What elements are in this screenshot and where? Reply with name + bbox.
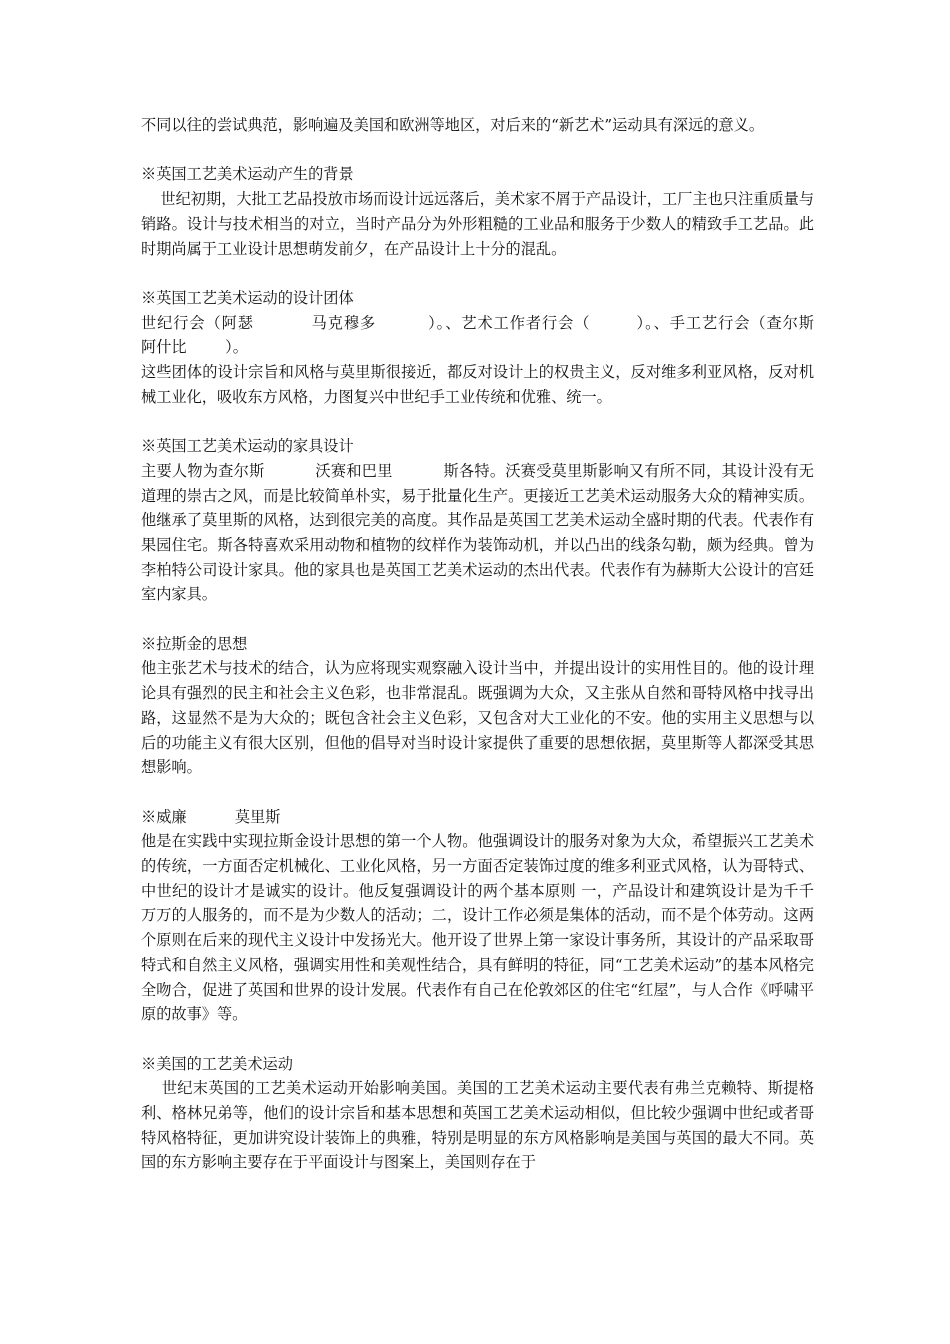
section-heading: ※拉斯金的思想	[141, 634, 248, 653]
document-body	[141, 113, 863, 1175]
lead-paragraph: 不同以往的尝试典范，影响遍及美国和欧洲等地区，对后来的“新艺术”运动具有深远的意义。	[141, 116, 765, 134]
spacer	[141, 607, 814, 632]
section-paragraph: 主要人物为查尔斯 沃赛和巴里 斯各特。沃赛受莫里斯影响又有所不同，其设计没有无道理的崇古之风，而是比较简单朴实，易于批量化生产。更接近工艺美术运动服务大众的精神实质。他继承了莫里斯的风格，达到很完美的高度。其作品是英国工艺美术运动全盛时期的代表。代表作有果园住宅。斯各特喜欢采用动物和植物的纹样作为装饰动机，并以凸出的线条勾勒，颇为经典。曾为李柏特公司设计家具。他的家具也是英国工艺美术运动的杰出代表。代表作有为赫斯大公设计的宫廷室内家具。	[141, 461, 814, 604]
spacer	[141, 1027, 814, 1052]
spacer	[141, 409, 814, 434]
section-ruskin-thought	[141, 632, 814, 780]
section-heading: ※美国的工艺美术运动	[141, 1054, 293, 1073]
spacer	[141, 261, 814, 286]
section-furniture-design	[141, 434, 814, 607]
section-heading: ※英国工艺美术运动的设计团体	[141, 288, 354, 307]
spacer	[141, 138, 814, 163]
section-paragraph: 世纪初期，大批工艺品投放市场而设计远远落后，美术家不屑于产品设计，工厂主也只注重质量与销路。设计与技术相当的对立，当时产品分为外形粗糙的工业品和服务于少数人的精致手工艺品。此时期尚属于工业设计思想萌发前夕，在产品设计上十分的混乱。	[141, 190, 815, 258]
section-paragraph: 他是在实践中实现拉斯金设计思想的第一个人物。他强调设计的服务对象为大众，希望振兴工艺美术的传统，一方面否定机械化、工业化风格，另一方面否定装饰过度的维多利亚式风格，认为哥特式、中世纪的设计才是诚实的设计。他反复强调设计的两个基本原则 一，产品设计和建筑设计是为千千万万的人服务的，而不是为少数人的活动；二，设计工作必须是集体的活动，而不是个体劳动。这两个原则在后来的现代主义设计中发扬光大。他开设了世界上第一家设计事务所，其设计的产品采取哥特式和自然主义风格，强调实用性和美观性结合，具有鲜明的特征，同“工艺美术运动”的基本风格完全吻合，促进了英国和世界的设计发展。代表作有自己在伦敦郊区的住宅“红屋”，与人合作《呼啸平原的故事》等。	[141, 832, 814, 1024]
section-paragraph: 世纪末英国的工艺美术运动开始影响美国。美国的工艺美术运动主要代表有弗兰克赖特、斯提格利、格林兄弟等，他们的设计宗旨和基本思想和英国工艺美术运动相似，但比较少强调中世纪或者哥特风格特征，更加讲究设计装饰上的典雅，特别是明显的东方风格影响是美国与英国的最大不同。英国的东方影响主要存在于平面设计与图案上，美国则存在于	[141, 1079, 815, 1172]
spacer	[141, 780, 814, 805]
section-paragraph: 他主张艺术与技术的结合，认为应将现实观察融入设计当中，并提出设计的实用性目的。他的设计理论具有强烈的民主和社会主义色彩，也非常混乱。既强调为大众，又主张从自然和哥特风格中找寻出路，这显然不是为大众的；既包含社会主义色彩，又包含对大工业化的不安。他的实用主义思想与以后的功能主义有很大区别，但他的倡导对当时设计家提供了重要的思想依据，莫里斯等人都深受其思想影响。	[141, 659, 814, 777]
section-american-movement	[141, 1052, 814, 1176]
section-paragraph: 这些团体的设计宗旨和风格与莫里斯很接近，都反对设计上的权贵主义，反对维多利亚风格，反对机械工业化，吸收东方风格，力图复兴中世纪手工业传统和优雅、统一。	[141, 363, 814, 406]
section-heading: ※威廉 莫里斯	[141, 807, 281, 826]
section-paragraph: 世纪行会（阿瑟 马克穆多 ）。、艺术工作者行会（ ）。、手工艺行会（查尔斯 阿什比 ）。	[141, 313, 863, 357]
section-heading: ※英国工艺美术运动产生的背景	[141, 165, 354, 184]
section-heading: ※英国工艺美术运动的家具设计	[141, 437, 354, 456]
section-william-morris	[141, 805, 814, 1027]
section-design-groups	[141, 286, 863, 410]
section-background	[141, 162, 814, 261]
